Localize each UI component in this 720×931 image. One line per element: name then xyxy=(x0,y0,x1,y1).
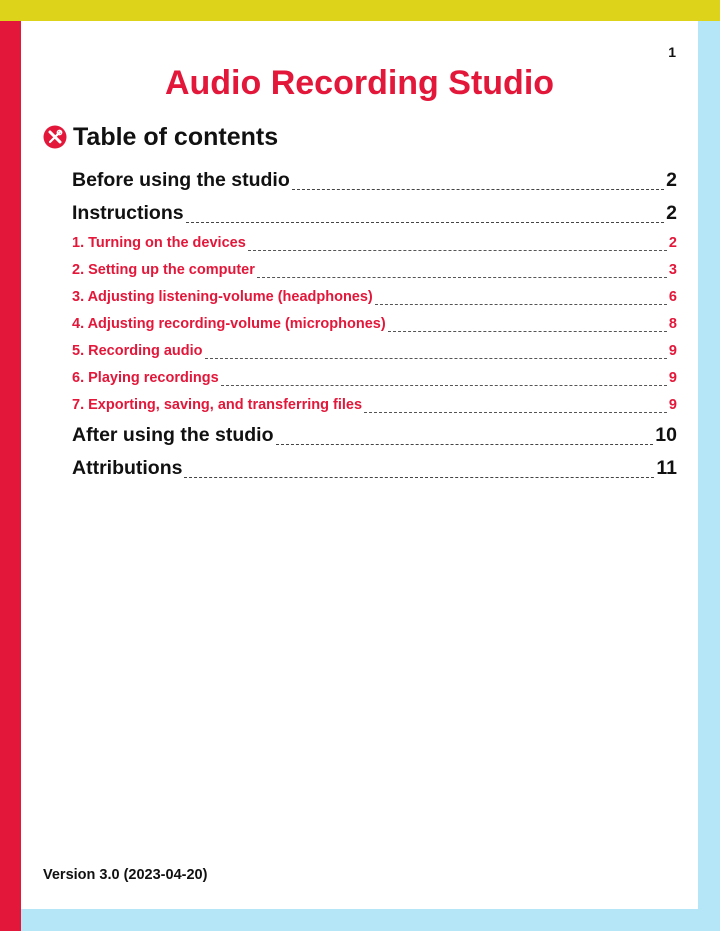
toc-dot-leader xyxy=(186,222,665,223)
toc-entry-page: 9 xyxy=(668,343,677,359)
toc-entry-label: Attributions xyxy=(72,457,183,479)
toc-entry-page: 10 xyxy=(655,424,677,446)
toc-entry-label: 4. Adjusting recording-volume (microphones) xyxy=(72,316,386,332)
toc-entry[interactable] xyxy=(72,164,677,197)
toc-entry-label: 7. Exporting, saving, and transferring files xyxy=(72,397,363,413)
toc-dot-leader xyxy=(257,277,667,278)
toc-dot-leader xyxy=(276,444,654,445)
toc-dot-leader xyxy=(184,477,654,478)
toc-dot-leader xyxy=(248,250,667,251)
left-color-band xyxy=(0,21,21,931)
toc-entry[interactable] xyxy=(72,419,677,452)
toc-dot-leader xyxy=(388,331,667,332)
bottom-color-band xyxy=(21,909,720,931)
toc-entry-label: After using the studio xyxy=(72,424,274,446)
toc-dot-leader xyxy=(221,385,667,386)
toc-entry-label: 5. Recording audio xyxy=(72,343,203,359)
tools-cross-icon xyxy=(43,125,67,149)
toc-entry-page: 8 xyxy=(668,316,677,332)
toc-entry[interactable] xyxy=(72,257,677,284)
toc-entry-page: 3 xyxy=(668,262,677,278)
page-number: 1 xyxy=(668,44,676,60)
toc-entry-page: 9 xyxy=(668,370,677,386)
toc-entry[interactable] xyxy=(72,230,677,257)
toc-entry-label: 3. Adjusting listening-volume (headphones) xyxy=(72,289,373,305)
table-of-contents xyxy=(72,164,677,485)
toc-entry-page: 2 xyxy=(666,202,677,224)
top-color-band xyxy=(0,0,720,21)
toc-entry-label: 6. Playing recordings xyxy=(72,370,219,386)
toc-heading xyxy=(43,120,278,154)
toc-entry-label: Instructions xyxy=(72,202,184,224)
toc-entry-page: 2 xyxy=(666,169,677,191)
toc-entry[interactable] xyxy=(72,311,677,338)
toc-entry[interactable] xyxy=(72,197,677,230)
toc-dot-leader xyxy=(375,304,667,305)
toc-entry[interactable] xyxy=(72,452,677,485)
toc-entry[interactable] xyxy=(72,284,677,311)
toc-dot-leader xyxy=(292,189,664,190)
document-title: Audio Recording Studio xyxy=(164,64,555,102)
toc-entry-page: 11 xyxy=(656,457,677,479)
toc-entry-label: 1. Turning on the devices xyxy=(72,235,246,251)
version-label: Version 3.0 (2023-04-20) xyxy=(43,867,208,883)
toc-entry-page: 9 xyxy=(668,397,677,413)
toc-entry-label: Before using the studio xyxy=(72,169,290,191)
toc-entry[interactable] xyxy=(72,338,677,365)
toc-entry-page: 2 xyxy=(668,235,677,251)
toc-entry-page: 6 xyxy=(668,289,677,305)
right-color-band xyxy=(698,21,720,931)
toc-heading-text: Table of contents xyxy=(73,122,279,151)
toc-entry[interactable] xyxy=(72,392,677,419)
toc-entry-label: 2. Setting up the computer xyxy=(72,262,255,278)
toc-entry[interactable] xyxy=(72,365,677,392)
toc-dot-leader xyxy=(364,412,667,413)
toc-dot-leader xyxy=(205,358,667,359)
